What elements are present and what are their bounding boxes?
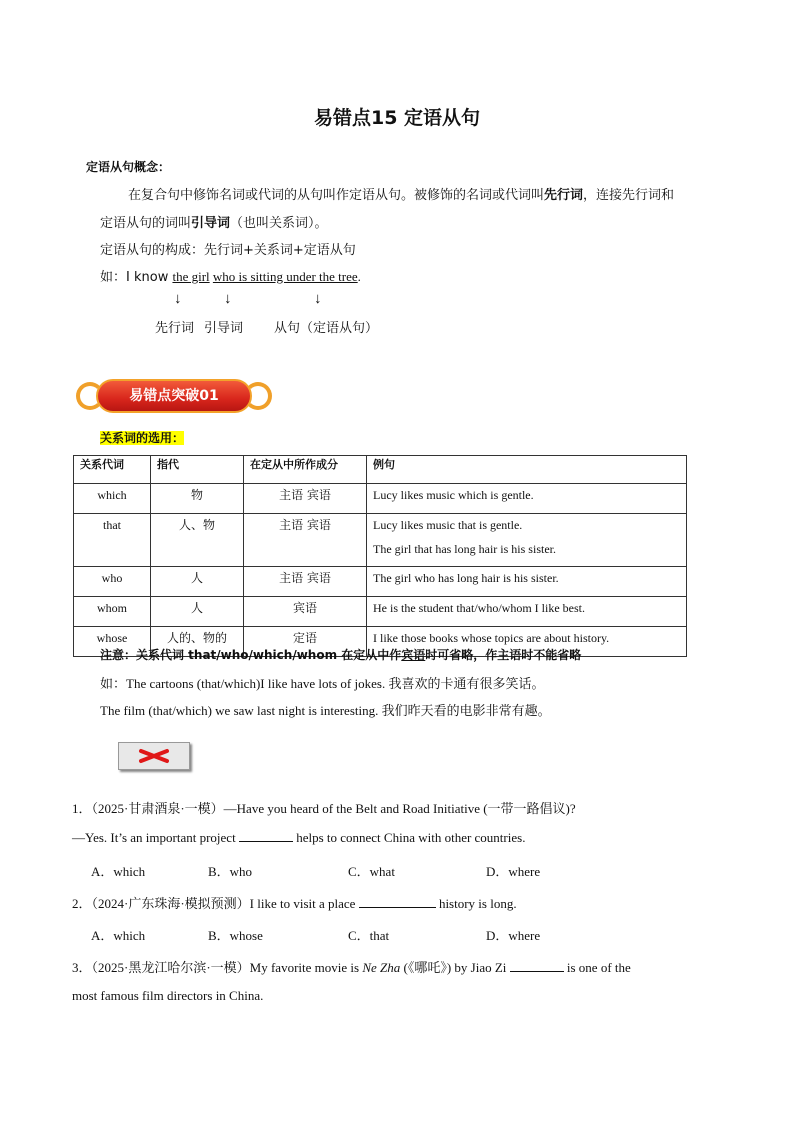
question-text: 2．（2024·广东珠海·模拟预测）I like to visit a place: [72, 896, 359, 911]
table-header-row: [74, 456, 687, 484]
example-prefix: 如：I know: [100, 270, 173, 285]
column-header: 指代: [151, 456, 244, 484]
question-text: helps to connect China with other countries.: [292, 830, 526, 845]
question-text: —Yes. It’s an important project: [72, 830, 239, 845]
note-example-2: The film (that/which) we saw last night is interesting. 我们昨天看的电影非常有趣。: [100, 703, 551, 718]
question-1-line2: [72, 830, 525, 846]
movie-title: Ne Zha: [362, 960, 401, 975]
column-header: 例句: [367, 456, 687, 484]
example-cell: [367, 514, 687, 567]
example-cell: The girl who has long hair is his sister.: [367, 567, 687, 597]
example-cell: He is the student that/who/whom I like best.: [367, 597, 687, 627]
example-cell: Lucy likes music which is gentle.: [367, 484, 687, 514]
arrow-down-icon: ↓: [174, 291, 182, 307]
option-d[interactable]: D．where: [486, 928, 541, 943]
note-emphasis: 宾语: [401, 648, 426, 662]
example-line: The girl that has long hair is his sister.: [373, 542, 556, 556]
role-cell: 定语: [244, 627, 367, 657]
note-example-1: 如：The cartoons (that/which)I like have lots of jokes. 我喜欢的卡通有很多笑话。: [100, 676, 545, 691]
pronoun-cell: which: [74, 484, 151, 514]
role-cell: 宾语: [244, 597, 367, 627]
option-c[interactable]: C．that: [348, 928, 390, 943]
table-row: [74, 484, 687, 514]
answer-blank[interactable]: [239, 830, 293, 842]
intro-text: （也叫关系词）。: [230, 216, 328, 231]
intro-text: 定语从句的词叫: [100, 216, 192, 231]
option-a[interactable]: A．which: [91, 864, 146, 879]
structure-line: 定语从句的构成：先行词+关系词+定语从句: [100, 243, 356, 258]
example-cell: I like those books whose topics are about history.: [367, 627, 687, 657]
label-antecedent: 先行词: [155, 321, 195, 336]
question-1-stem: 1．（2025·甘肃酒泉·一模）—Have you heard of the Belt and Road Initiative (一带一路倡议)?: [72, 801, 576, 816]
table-row: [74, 514, 687, 567]
example-antecedent: the girl: [172, 269, 210, 284]
question-text: (《哪吒》) by Jiao Zi: [400, 960, 510, 975]
role-cell: 主语 宾语: [244, 484, 367, 514]
pronoun-cell: whose: [74, 627, 151, 657]
intro-paragraph-line2: [100, 212, 328, 231]
question-3-stem: [72, 957, 631, 976]
reference-cell: 人的、物的: [151, 627, 244, 657]
role-cell: 主语 宾语: [244, 567, 367, 597]
term-relative: 引导词: [191, 216, 231, 231]
page-title: 易错点15 定语从句: [313, 107, 481, 129]
example-line: Lucy likes music that is gentle.: [373, 518, 523, 532]
question-3-line2: most famous film directors in China.: [72, 988, 264, 1003]
pronoun-cell: who: [74, 567, 151, 597]
banner-label: 易错点突破01: [129, 388, 219, 404]
cross-mark-icon: [137, 748, 171, 764]
option-d[interactable]: D．where: [486, 864, 541, 879]
intro-text: 在复合句中修饰名词或代词的从句叫作定语从句。被修饰的名词或代词叫: [128, 188, 545, 203]
reference-cell: 人: [151, 597, 244, 627]
section-heading-text: 关系词的选用：: [100, 431, 185, 445]
label-relative: 引导词: [204, 321, 244, 336]
arrow-down-icon: ↓: [224, 291, 232, 307]
section-banner: [74, 374, 274, 418]
arrow-down-icon: ↓: [314, 291, 322, 307]
concept-heading: 定语从句概念：: [86, 160, 171, 174]
role-cell: 主语 宾语: [244, 514, 367, 567]
question-text: history is long.: [435, 896, 517, 911]
example-relative-clause: who is sitting under the tree: [212, 269, 358, 284]
note-line: [100, 646, 581, 663]
question-text: 3．（2025·黑龙江哈尔滨·一模）My favorite movie is: [72, 960, 363, 975]
option-c[interactable]: C．what: [348, 864, 395, 879]
example-end: .: [357, 269, 361, 284]
label-clause: 从句（定语从句）: [274, 321, 379, 336]
note-text: 时可省略，作主语时不能省略: [425, 648, 582, 662]
pronoun-cell: whom: [74, 597, 151, 627]
reference-cell: 人: [151, 567, 244, 597]
answer-blank[interactable]: [510, 960, 564, 972]
reference-cell: 人、物: [151, 514, 244, 567]
intro-paragraph-line1: [128, 184, 674, 203]
reference-cell: 物: [151, 484, 244, 514]
option-a[interactable]: A．which: [91, 928, 146, 943]
example-sentence: [100, 266, 361, 285]
term-antecedent: 先行词: [544, 188, 584, 203]
option-b[interactable]: B．whose: [208, 928, 263, 943]
wrong-answer-badge: [118, 742, 190, 770]
intro-text: ，连接先行词和: [583, 188, 675, 203]
column-header: 在定从中所作成分: [244, 456, 367, 484]
answer-blank[interactable]: [359, 896, 436, 908]
option-b[interactable]: B．who: [208, 864, 253, 879]
column-header: 关系代词: [74, 456, 151, 484]
table-row: [74, 567, 687, 597]
question-text: is one of the: [563, 960, 631, 975]
pronoun-cell: that: [74, 514, 151, 567]
section-heading: [100, 429, 184, 446]
table-row: [74, 597, 687, 627]
question-2-stem: [72, 893, 517, 912]
note-text: 注意：关系代词 that/who/which/whom 在定从中作: [100, 648, 402, 662]
relative-pronoun-table: [73, 455, 687, 657]
